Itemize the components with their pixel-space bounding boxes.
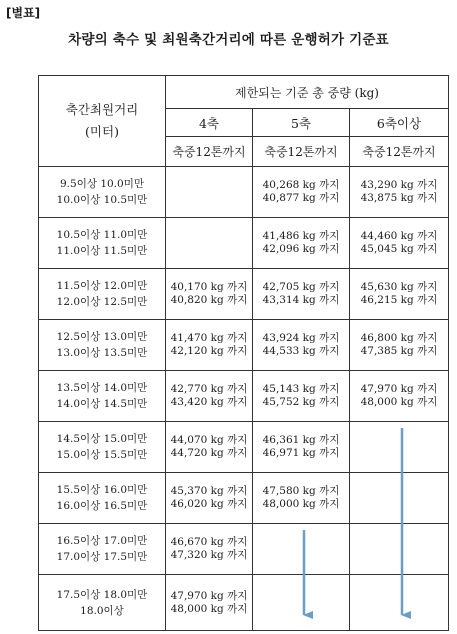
range-line: 13.0이상 13.5미만: [56, 347, 148, 359]
range-line: 17.0이상 17.5미만: [56, 551, 148, 563]
range-line: 10.5이상 11.0미만: [56, 229, 148, 241]
weight-limit-value: 47,385 kg 까지: [360, 345, 438, 357]
header-5-axle: 5축: [253, 109, 350, 137]
weight-limit-cell-a5: [253, 371, 350, 422]
annex-tag: [별표]: [6, 6, 41, 20]
weight-limit-value: 46,971 kg 까지: [262, 447, 340, 459]
table-row: [39, 320, 449, 371]
weight-limit-cell-a4: [166, 371, 253, 422]
range-line: 18.0이상: [80, 604, 124, 617]
axle-distance-range: [39, 371, 166, 422]
weight-limit-value: 43,875 kg 까지: [360, 192, 438, 204]
weight-limit-cell-a4: [166, 524, 253, 575]
weight-limit-value: 46,361 kg 까지: [262, 434, 340, 446]
weight-limit-cell-a6: [350, 473, 449, 524]
header-axle-distance: [39, 76, 166, 167]
header-axle-distance-unit: (미터): [85, 124, 119, 139]
weight-limit-value: 45,752 kg 까지: [262, 396, 340, 408]
weight-limit-value: 46,215 kg 까지: [360, 294, 438, 306]
range-line: 11.0이상 11.5미만: [56, 245, 148, 257]
weight-limit-cell-a6: [350, 371, 449, 422]
header-6-axle-load: 축중12톤까지: [350, 137, 449, 167]
weight-limit-value: 40,820 kg 까지: [170, 294, 248, 306]
header-6-axle: 6축이상: [350, 109, 449, 137]
weight-limit-cell-a6: [350, 422, 449, 473]
axle-distance-range: [39, 218, 166, 269]
weight-limit-cell-a6: [350, 575, 449, 631]
table-row: [39, 167, 449, 218]
table-row: [39, 524, 449, 575]
range-line: 16.0이상 16.5미만: [56, 500, 148, 512]
axle-distance-range: [39, 422, 166, 473]
weight-limit-cell-a6: [350, 167, 449, 218]
weight-limit-cell-a5: [253, 473, 350, 524]
weight-limit-value: 43,420 kg 까지: [170, 396, 248, 408]
weight-limit-value: 43,290 kg 까지: [360, 179, 438, 191]
weight-limit-value: 46,020 kg 까지: [170, 498, 248, 510]
range-line: 12.0이상 12.5미만: [56, 296, 148, 308]
weight-limit-value: 45,630 kg 까지: [360, 281, 438, 293]
weight-limit-value: 44,720 kg 까지: [170, 447, 248, 459]
weight-limit-value: 45,143 kg 까지: [262, 383, 340, 395]
weight-limit-value: 42,705 kg 까지: [262, 281, 340, 293]
weight-limit-cell-a6: [350, 320, 449, 371]
weight-limit-cell-a5: [253, 269, 350, 320]
range-line: 9.5이상 10.0미만: [60, 178, 144, 190]
weight-limit-value: 43,314 kg 까지: [262, 294, 340, 306]
range-line: 14.0이상 14.5미만: [56, 398, 148, 410]
table-row: [39, 371, 449, 422]
permit-criteria-table: [38, 75, 449, 631]
weight-limit-cell-a4: [166, 269, 253, 320]
range-line: 10.0이상 10.5미만: [56, 194, 148, 206]
weight-limit-cell-a4: [166, 320, 253, 371]
weight-limit-cell-a4: [166, 575, 253, 631]
header-4-axle-load: 축중12톤까지: [166, 137, 253, 167]
weight-limit-value: 47,320 kg 까지: [170, 549, 248, 561]
weight-limit-cell-a6: [350, 524, 449, 575]
weight-limit-cell-a5: [253, 422, 350, 473]
weight-limit-cell-a6: [350, 218, 449, 269]
weight-limit-value: 46,670 kg 까지: [170, 536, 248, 548]
range-line: 13.5이상 14.0미만: [56, 382, 148, 394]
weight-limit-cell-a5: [253, 167, 350, 218]
range-line: 16.5이상 17.0미만: [56, 535, 148, 547]
header-4-axle: 4축: [166, 109, 253, 137]
axle-distance-range: [39, 575, 166, 631]
weight-limit-value: 41,486 kg 까지: [262, 230, 340, 242]
table-row: [39, 473, 449, 524]
range-line: 15.0이상 15.5미만: [56, 449, 148, 461]
axle-distance-range: [39, 524, 166, 575]
axle-distance-range: [39, 320, 166, 371]
document-title: 차량의 축수 및 최원축간거리에 따른 운행허가 기준표: [68, 32, 389, 48]
header-total-weight: 제한되는 기준 총 중량 (kg): [166, 76, 449, 109]
header-axle-distance-label: 축간최원거리: [65, 102, 139, 117]
range-line: 14.5이상 15.0미만: [56, 433, 148, 445]
range-line: 11.5이상 12.0미만: [56, 280, 148, 292]
weight-limit-value: 41,470 kg 까지: [170, 332, 248, 344]
weight-limit-cell-a5: [253, 524, 350, 575]
weight-limit-value: 44,070 kg 까지: [170, 434, 248, 446]
range-line: 12.5이상 13.0미만: [56, 331, 148, 343]
table-row: [39, 422, 449, 473]
weight-limit-value: 47,970 kg 까지: [170, 589, 248, 602]
weight-limit-value: 42,120 kg 까지: [170, 345, 248, 357]
weight-limit-value: 46,800 kg 까지: [360, 332, 438, 344]
range-line: 15.5이상 16.0미만: [56, 484, 148, 496]
weight-limit-cell-a4: [166, 422, 253, 473]
header-5-axle-load: 축중12톤까지: [253, 137, 350, 167]
weight-limit-value: 48,000 kg 까지: [262, 498, 340, 510]
weight-limit-cell-a5: [253, 575, 350, 631]
weight-limit-cell-a4: [166, 473, 253, 524]
weight-limit-cell-a5: [253, 320, 350, 371]
weight-limit-value: 45,045 kg 까지: [360, 243, 438, 255]
weight-limit-cell-a5: [253, 218, 350, 269]
weight-limit-value: 45,370 kg 까지: [170, 485, 248, 497]
weight-limit-value: 42,770 kg 까지: [170, 383, 248, 395]
weight-limit-value: 47,580 kg 까지: [262, 485, 340, 497]
weight-limit-value: 44,533 kg 까지: [262, 345, 340, 357]
weight-limit-cell-a4: [166, 167, 253, 218]
weight-limit-value: 44,460 kg 까지: [360, 230, 438, 242]
weight-limit-value: 40,170 kg 까지: [170, 281, 248, 293]
weight-limit-value: 40,877 kg 까지: [262, 192, 340, 204]
weight-limit-value: 48,000 kg 까지: [170, 602, 248, 615]
weight-limit-cell-a6: [350, 269, 449, 320]
axle-distance-range: [39, 167, 166, 218]
weight-limit-value: 40,268 kg 까지: [262, 179, 340, 191]
weight-limit-value: 48,000 kg 까지: [360, 396, 438, 408]
weight-limit-cell-a4: [166, 218, 253, 269]
weight-limit-value: 42,096 kg 까지: [262, 243, 340, 255]
table-row: [39, 269, 449, 320]
range-line: 17.5이상 18.0미만: [56, 588, 148, 601]
axle-distance-range: [39, 473, 166, 524]
weight-limit-value: 43,924 kg 까지: [262, 332, 340, 344]
table-row: [39, 575, 449, 631]
table-row: [39, 218, 449, 269]
axle-distance-range: [39, 269, 166, 320]
weight-limit-value: 47,970 kg 까지: [360, 383, 438, 395]
